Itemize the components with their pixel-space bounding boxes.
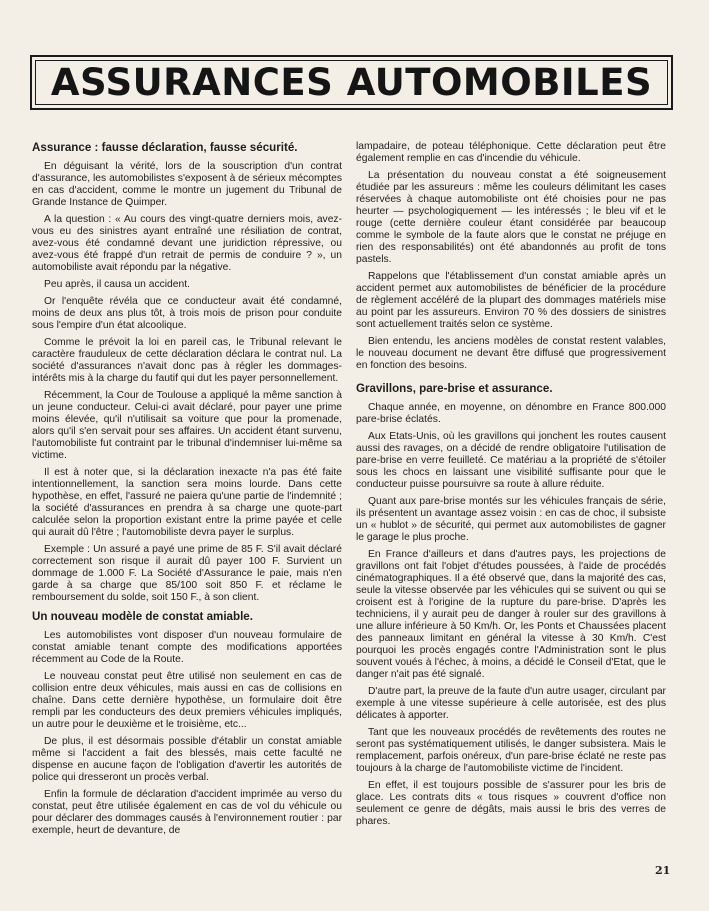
paragraph: A la question : « Au cours des vingt-quatre derniers mois, avez-vous eu des sinistres ayant entraîné une résiliation de contrat, avez-vous été condamné devant une juridiction répressive, ou avez-vous été frappé d'un retrait de permis de conduire ? », un automobiliste avait répondu par la négative. xyxy=(32,214,342,273)
paragraph: En déguisant la vérité, lors de la souscription d'un contrat d'assurance, les automobilistes s'exposent à de sérieux mécomptes en cas d'accident, comme le montre un jugement du Tribunal de Grande Instance de Quimper. xyxy=(32,161,342,208)
paragraph: Bien entendu, les anciens modèles de constat restent valables, le nouveau document ne devant être diffusé que progressivement en fonction des besoins. xyxy=(356,336,666,371)
paragraph: Aux Etats-Unis, où les gravillons qui jonchent les routes causent aussi des ravages, on a décidé de rendre obligatoire l'utilisation de pare-brise en verre feuilleté. Ce matériau a la propriété de s'étoiler sous les chocs en laissant une visibilité suffisante pour que le conducteur puisse poursuivre sa route à allure réduite. xyxy=(356,431,666,490)
paragraph: Rappelons que l'établissement d'un constat amiable après un accident permet aux automobilistes de bénéficier de la procédure de règlement accéléré de la plupart des dommages matériels mise au point par les assureurs. Environ 70 % des dossiers de sinistres sont actuellement traités selon ce système. xyxy=(356,271,666,330)
paragraph: En effet, il est toujours possible de s'assurer pour les bris de glace. Les contrats dits « tous risques » couvrent d'office non seulement ce genre de dégâts, mais aussi le bris des verres de phares. xyxy=(356,780,666,827)
paragraph: D'autre part, la preuve de la faute d'un autre usager, circulant par exemple à une vitesse supérieure à celle autorisée, est des plus délicates à apporter. xyxy=(356,686,666,721)
paragraph: Enfin la formule de déclaration d'accident imprimée au verso du constat, peut être utilisée également en cas de vol du véhicule ou pour déclarer des dommages causés à l'environnement routier : par exemple, heurt de devanture, de xyxy=(32,789,342,836)
paragraph: Récemment, la Cour de Toulouse a appliqué la même sanction à un jeune conducteur. Celui-ci avait déclaré, pour payer une prime moins élevée, qu'il n'utilisait sa voiture que pour la promenade, alors qu'il s'en servait pour ses affaires. Un accident étant survenu, l'automobiliste fut contraint par le tribunal d'indemniser lui-même sa victime. xyxy=(32,390,342,461)
paragraph: En France d'ailleurs et dans d'autres pays, les projections de gravillons ont fait l'objet d'études poussées, à l'aide de procédés cinématographiques. Il a été observé que, dans la majorité des cas, seule la vitesse observée par les véhicules qui se suivent ou qui se croisent est à l'origine de la rupture du pare-brise. D'après les techniciens, il y aurait peu de danger à rouler sur des gravillons à une allure inférieure à 50 Km/h. Or, les Ponts et Chaussées placent des panneaux limitant en général la vitesse à 30 Km/h. C'est pourquoi les procès engagés contre l'Administration sont le plus souvent voués à l'échec, à moins, a décidé le Conseil d'Etat, que le danger n'ait pas été signalé. xyxy=(356,549,666,680)
paragraph: La présentation du nouveau constat a été soigneusement étudiée par les assureurs : même les couleurs délimitant les cases réservées à chaque automobiliste ont été choisies pour ne pas heurter — psychologiquement — les intéressés ; le bleu vif et le rouge (cette dernière couleur étant considérée par beaucoup comme le symbole de la faute alors que le constat ne préjuge en rien des responsabilités) ont été abandonnés au profit de tons pastels. xyxy=(356,170,666,265)
paragraph: De plus, il est désormais possible d'établir un constat amiable même si l'accident a fait des blessés, mais cette faculté ne dispense en aucune façon de l'obligation d'avertir les autorités de police qui dresseront un procès verbal. xyxy=(32,736,342,783)
paragraph: Peu après, il causa un accident. xyxy=(44,279,190,290)
paragraph: Les automobilistes vont disposer d'un nouveau formulaire de constat amiable tenant compte des modifications apportées récemment au Code de la Route. xyxy=(32,630,342,665)
paragraph: Comme le prévoit la loi en pareil cas, le Tribunal relevant le caractère frauduleux de cette déclaration déclara le contrat nul. La société d'assurances n'avait donc pas à régler les dommages-intérêts mis à la charge du fautif qui dut les payer personnellement. xyxy=(32,337,342,384)
section-heading-false-declaration: Assurance : fausse déclaration, fausse sécurité. xyxy=(32,141,298,154)
page-title: ASSURANCES AUTOMOBILES xyxy=(50,61,653,104)
paragraph: lampadaire, de poteau téléphonique. Cette déclaration peut être également remplie en cas d'incendie du véhicule. xyxy=(356,141,666,164)
paragraph: Le nouveau constat peut être utilisé non seulement en cas de collision entre deux véhicules, mais aussi en cas de collisions en chaîne. Dans cette dernière hypothèse, un formulaire doit être rempli par les conducteurs des deux premiers véhicules impliqués, un autre pour le deuxième et le troisième, etc... xyxy=(32,671,342,730)
section-heading-gravel-windshield: Gravillons, pare-brise et assurance. xyxy=(356,382,553,395)
title-frame xyxy=(30,55,673,110)
right-column xyxy=(356,141,666,833)
paragraph: Quant aux pare-brise montés sur les véhicules français de série, ils présentent un avantage assez voisin : en cas de choc, il subsiste un « hublot » de sécurité, qui permet aux automobilistes de gagner le garage le plus proche. xyxy=(356,496,666,543)
page-number: 21 xyxy=(655,864,671,877)
paragraph: Exemple : Un assuré a payé une prime de 85 F. S'il avait déclaré correctement son risque il aurait dû payer 100 F. Survient un dommage de 1.000 F. La Société d'Assurance le paie, mais n'en garde à sa charge que 85/100 soit 850 F. et réclame le remboursement du solde, soit 150 F., à son client. xyxy=(32,544,342,603)
left-column xyxy=(32,141,342,842)
paragraph: Or l'enquête révéla que ce conducteur avait été condamné, moins de deux ans plus tôt, à trois mois de prison pour conduite sous l'empire d'un état alcoolique. xyxy=(32,296,342,331)
paragraph: Il est à noter que, si la déclaration inexacte n'a pas été faite intentionnellement, la sanction sera moins lourde. Dans cette hypothèse, en effet, l'assuré ne paiera qu'une partie de l'indemnité ; la société d'assurances en prendra à sa charge une quote-part calculée selon la proportion existant entre la prime payée et celle qui aurait dû l'être ; l'automobiliste devra payer le surplus. xyxy=(32,467,342,538)
section-heading-new-constat: Un nouveau modèle de constat amiable. xyxy=(32,610,253,623)
paragraph: Tant que les nouveaux procédés de revêtements des routes ne seront pas systématiquement utilisés, le danger subsistera. Mais le remplacement, parfois onéreux, d'un pare-brise éclaté ne reste pas toujours à la charge de l'automobiliste victime de l'incident. xyxy=(356,727,666,774)
paragraph: Chaque année, en moyenne, on dénombre en France 800.000 pare-brise éclatés. xyxy=(356,402,666,425)
